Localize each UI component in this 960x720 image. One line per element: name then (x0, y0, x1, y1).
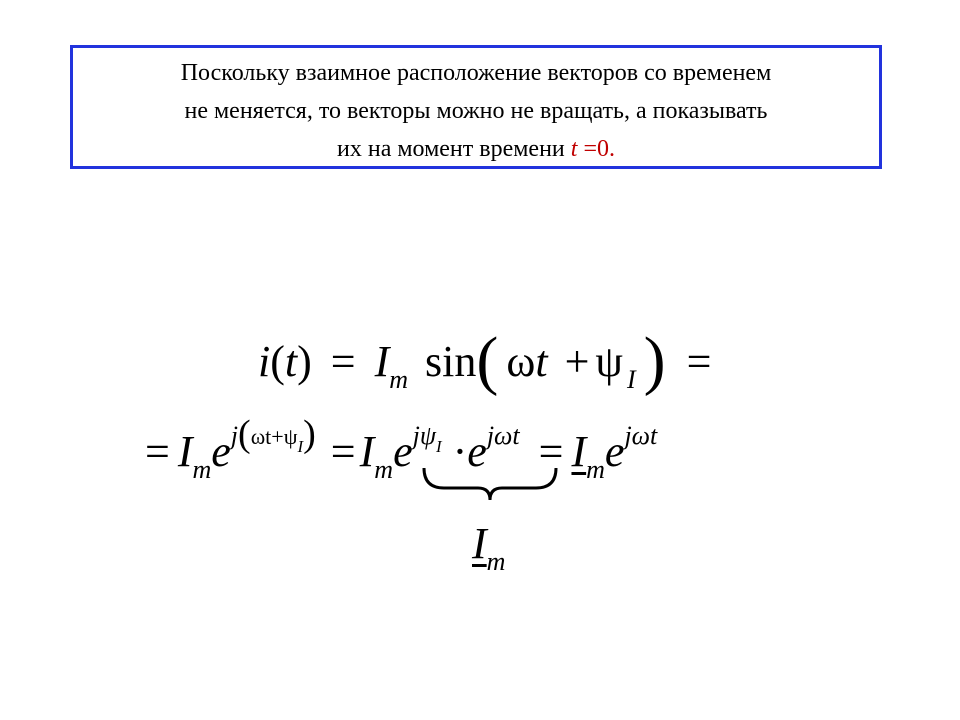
f1-paren-close: ) (297, 337, 312, 386)
f2-e-d: e (604, 427, 625, 476)
f2-exp-d: jωt (624, 421, 658, 450)
f2-rparen-a: ) (303, 413, 316, 455)
formula-line-2 (145, 413, 658, 484)
f2-m-c: m (586, 455, 605, 484)
f2-exp-b-sub: I (435, 437, 442, 456)
f2-exp-b: jψ (412, 421, 436, 450)
note-line-3 (73, 130, 879, 168)
f2-e-a: e (211, 427, 231, 476)
f1-equals-2: = (686, 337, 712, 386)
f1-rparen: ) (643, 324, 666, 397)
f1-t: t (284, 337, 298, 386)
brace-label (472, 519, 506, 576)
note-line-1: Поскольку взаимное расположение векторов со временем (180, 60, 772, 86)
brace-label-m: m (486, 547, 506, 576)
f1-i: i (258, 337, 271, 386)
f1-sub-I: I (626, 365, 636, 394)
brace-label-I: I (472, 519, 487, 568)
f2-I-c-phasor: I (571, 427, 587, 476)
f1-I: I (374, 337, 390, 386)
f2-e-b: e (393, 427, 413, 476)
f1-psi: ψ (595, 337, 623, 386)
f2-exp-a-sub: I (297, 437, 304, 456)
f2-equals-b: = (330, 427, 356, 476)
formula-line-1 (258, 322, 712, 397)
f2-lparen-a: ( (238, 413, 251, 455)
note-box (70, 45, 882, 169)
f1-omega: ω (506, 337, 536, 386)
note-line-2: не меняется, то векторы можно не вращать, а показывать (184, 98, 768, 124)
f1-m: m (389, 365, 409, 394)
f2-equals-a: = (145, 427, 170, 476)
f1-sin: sin (425, 337, 477, 386)
note-time-variable: t (570, 136, 578, 162)
f2-m-b: m (374, 455, 394, 484)
note-line-3-prefix: их на момент времени (337, 136, 571, 162)
f2-dot: · (452, 427, 468, 476)
f1-t2: t (535, 337, 548, 386)
f2-e-c: e (467, 427, 487, 476)
underbrace (420, 466, 560, 502)
f2-equals-c: = (538, 427, 564, 476)
f2-m-a: m (192, 455, 212, 484)
underbrace-path (424, 468, 556, 500)
f2-exp-c: jωt (486, 421, 520, 450)
f1-paren-open: ( (270, 337, 285, 386)
f1-plus: + (564, 337, 590, 386)
f2-I-b: I (359, 427, 375, 476)
f1-equals: = (330, 337, 356, 386)
f2-exp-a: ωt+ψ (250, 424, 298, 449)
note-time-value: =0. (577, 136, 615, 162)
f2-j-a: j (230, 421, 239, 450)
f1-lparen: ( (476, 324, 499, 397)
f2-I-a: I (177, 427, 193, 476)
